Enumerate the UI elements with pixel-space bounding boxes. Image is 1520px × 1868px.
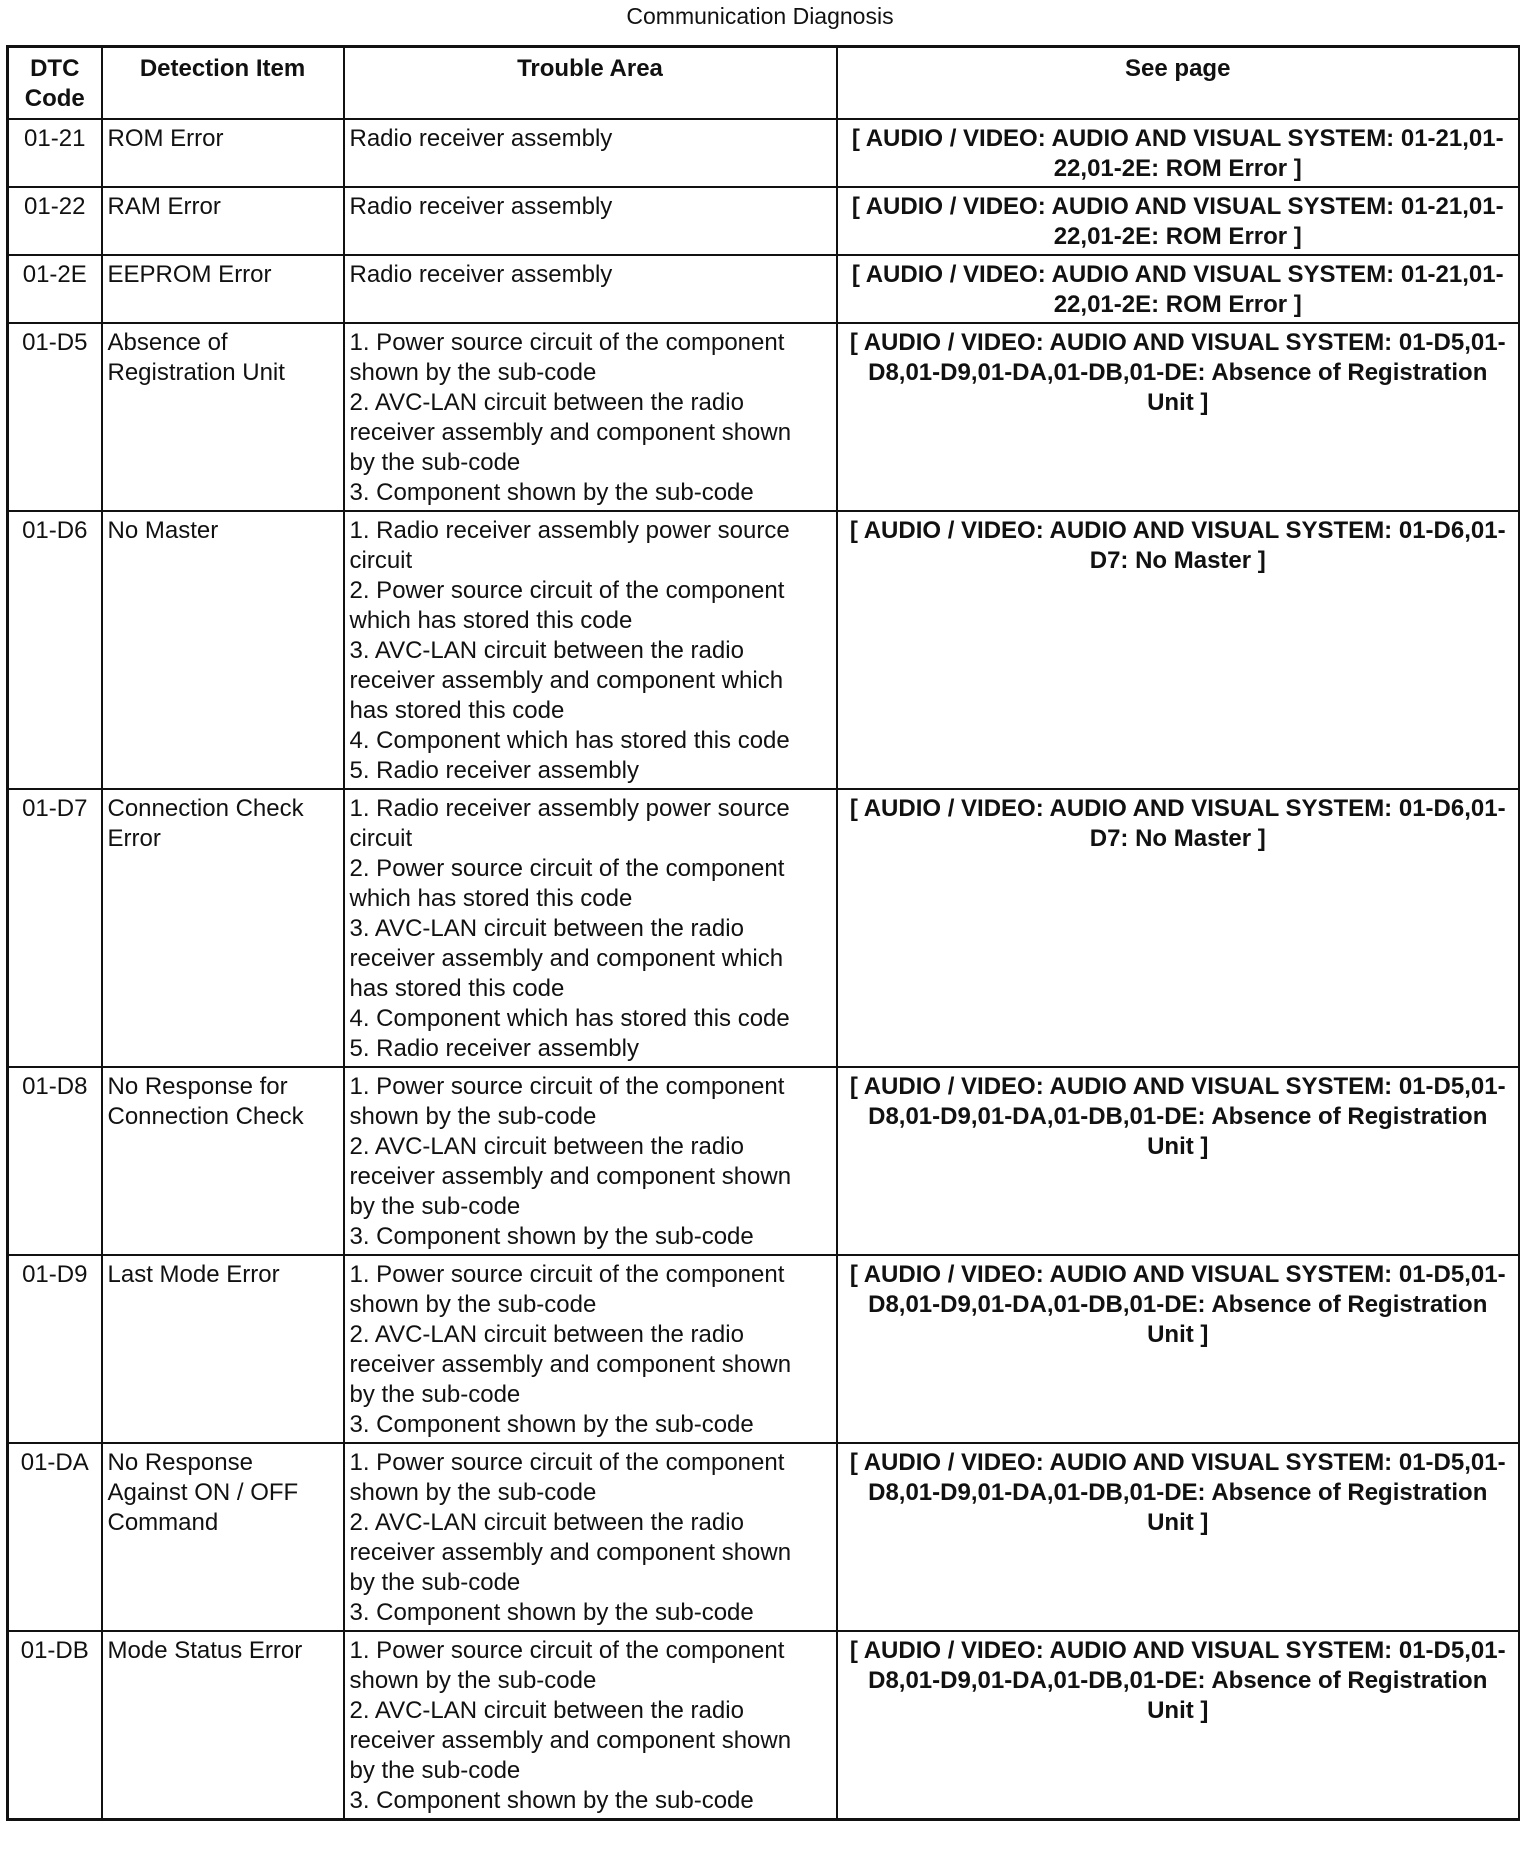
dtc-code-cell: 01-D5 xyxy=(8,323,102,511)
trouble-area-line: shown by the sub-code xyxy=(349,358,597,386)
trouble-area-line: 4. Component which has stored this code xyxy=(349,1004,790,1032)
trouble-area-line: receiver assembly and component shown xyxy=(349,1538,792,1566)
table-row xyxy=(8,511,1520,789)
page-title: Communication Diagnosis xyxy=(626,3,894,29)
trouble-area-cell xyxy=(344,1443,837,1631)
trouble-area-line: shown by the sub-code xyxy=(349,1666,597,1694)
trouble-area-line: 2. Power source circuit of the component xyxy=(349,576,785,604)
trouble-area-line: shown by the sub-code xyxy=(349,1478,597,1506)
detection-item-cell xyxy=(102,187,344,255)
trouble-area-cell xyxy=(344,1631,837,1820)
detection-item-cell xyxy=(102,511,344,789)
see-page-reference-link[interactable]: [ AUDIO / VIDEO: AUDIO AND VISUAL SYSTEM: 01-D5,01-D8,01-D9,01-DA,01-DB,01-DE: Absence of Registration Unit ] xyxy=(849,1072,1506,1160)
header-dtc-code-line1: DTC xyxy=(30,55,80,82)
detection-item-cell xyxy=(102,789,344,1067)
trouble-area-line: 2. AVC-LAN circuit between the radio xyxy=(349,1132,744,1160)
see-page-cell xyxy=(837,1443,1520,1631)
dtc-code-cell: 01-DB xyxy=(8,1631,102,1820)
header-dtc-code-line2: Code xyxy=(24,85,85,112)
see-page-reference-link[interactable]: [ AUDIO / VIDEO: AUDIO AND VISUAL SYSTEM: 01-D5,01-D8,01-D9,01-DA,01-DB,01-DE: Absence of Registration Unit ] xyxy=(849,1448,1506,1536)
see-page-reference-link[interactable]: [ AUDIO / VIDEO: AUDIO AND VISUAL SYSTEM: 01-D5,01-D8,01-D9,01-DA,01-DB,01-DE: Absence of Registration Unit ] xyxy=(849,1636,1506,1724)
see-page-cell xyxy=(837,1631,1520,1820)
detection-item-line: No Master xyxy=(107,516,219,544)
trouble-area-line: by the sub-code xyxy=(349,1380,521,1408)
trouble-area-line: 2. AVC-LAN circuit between the radio xyxy=(349,388,744,416)
table-row xyxy=(8,1443,1520,1631)
dtc-code-cell: 01-D7 xyxy=(8,789,102,1067)
trouble-area-cell xyxy=(344,511,837,789)
see-page-reference-link[interactable]: [ AUDIO / VIDEO: AUDIO AND VISUAL SYSTEM: 01-21,01-22,01-2E: ROM Error ] xyxy=(851,124,1504,182)
trouble-area-line: 3. Component shown by the sub-code xyxy=(349,1410,754,1438)
see-page-reference-link[interactable]: [ AUDIO / VIDEO: AUDIO AND VISUAL SYSTEM: 01-D5,01-D8,01-D9,01-DA,01-DB,01-DE: Absence of Registration Unit ] xyxy=(849,1260,1506,1348)
trouble-area-line: 1. Power source circuit of the component xyxy=(349,1260,785,1288)
trouble-area-cell xyxy=(344,255,837,323)
table-body xyxy=(8,119,1520,1820)
detection-item-line: EEPROM Error xyxy=(107,260,272,288)
trouble-area-line: shown by the sub-code xyxy=(349,1102,597,1130)
detection-item-cell xyxy=(102,1067,344,1255)
table-row xyxy=(8,1631,1520,1820)
trouble-area-line: 1. Radio receiver assembly power source xyxy=(349,794,790,822)
trouble-area-line: 2. AVC-LAN circuit between the radio xyxy=(349,1508,744,1536)
trouble-area-line: 4. Component which has stored this code xyxy=(349,726,790,754)
trouble-area-line: 3. AVC-LAN circuit between the radio xyxy=(349,636,744,664)
trouble-area-line: by the sub-code xyxy=(349,448,521,476)
detection-item-line: Against ON / OFF xyxy=(107,1478,299,1506)
trouble-area-line: 1. Power source circuit of the component xyxy=(349,328,785,356)
trouble-area-line: 5. Radio receiver assembly xyxy=(349,1034,639,1062)
trouble-area-line: by the sub-code xyxy=(349,1756,521,1784)
trouble-area-line: 2. Power source circuit of the component xyxy=(349,854,785,882)
trouble-area-line: 3. Component shown by the sub-code xyxy=(349,1786,754,1814)
trouble-area-line: receiver assembly and component shown xyxy=(349,1350,792,1378)
dtc-code-cell: 01-D9 xyxy=(8,1255,102,1443)
table-header-row xyxy=(8,47,1520,119)
trouble-area-cell xyxy=(344,187,837,255)
dtc-code-cell: 01-21 xyxy=(8,119,102,187)
table-row xyxy=(8,255,1520,323)
detection-item-line: Absence of xyxy=(107,328,228,356)
trouble-area-cell xyxy=(344,1255,837,1443)
table-row xyxy=(8,323,1520,511)
trouble-area-line: by the sub-code xyxy=(349,1192,521,1220)
detection-item-line: No Response xyxy=(107,1448,253,1476)
detection-item-line: Connection Check xyxy=(107,1102,304,1130)
see-page-cell xyxy=(837,1255,1520,1443)
see-page-cell xyxy=(837,511,1520,789)
see-page-cell xyxy=(837,187,1520,255)
detection-item-cell xyxy=(102,119,344,187)
table-row xyxy=(8,187,1520,255)
table-row xyxy=(8,1255,1520,1443)
trouble-area-line: 3. Component shown by the sub-code xyxy=(349,1222,754,1250)
trouble-area-cell xyxy=(344,119,837,187)
trouble-area-line: which has stored this code xyxy=(349,884,633,912)
trouble-area-line: circuit xyxy=(349,824,413,852)
trouble-area-line: receiver assembly and component shown xyxy=(349,1162,792,1190)
detection-item-line: Mode Status Error xyxy=(107,1636,303,1664)
detection-item-cell xyxy=(102,255,344,323)
trouble-area-line: 3. Component shown by the sub-code xyxy=(349,1598,754,1626)
dtc-code-cell: 01-D8 xyxy=(8,1067,102,1255)
table-row xyxy=(8,119,1520,187)
detection-item-cell xyxy=(102,1255,344,1443)
trouble-area-line: 1. Power source circuit of the component xyxy=(349,1636,785,1664)
trouble-area-line: 2. AVC-LAN circuit between the radio xyxy=(349,1696,744,1724)
table-row xyxy=(8,1067,1520,1255)
trouble-area-line: receiver assembly and component shown xyxy=(349,1726,792,1754)
detection-item-line: Last Mode Error xyxy=(107,1260,280,1288)
trouble-area-line: 1. Power source circuit of the component xyxy=(349,1448,785,1476)
header-detection-item: Detection Item xyxy=(102,47,344,119)
trouble-area-line: 3. AVC-LAN circuit between the radio xyxy=(349,914,744,942)
trouble-area-line: has stored this code xyxy=(349,974,565,1002)
see-page-reference-link[interactable]: [ AUDIO / VIDEO: AUDIO AND VISUAL SYSTEM: 01-21,01-22,01-2E: ROM Error ] xyxy=(851,260,1504,318)
see-page-cell xyxy=(837,323,1520,511)
see-page-reference-link[interactable]: [ AUDIO / VIDEO: AUDIO AND VISUAL SYSTEM: 01-21,01-22,01-2E: ROM Error ] xyxy=(851,192,1504,250)
detection-item-cell xyxy=(102,323,344,511)
detection-item-line: Error xyxy=(107,824,161,852)
dtc-code-cell: 01-D6 xyxy=(8,511,102,789)
see-page-cell xyxy=(837,789,1520,1067)
trouble-area-cell xyxy=(344,1067,837,1255)
trouble-area-line: 5. Radio receiver assembly xyxy=(349,756,639,784)
detection-item-cell xyxy=(102,1631,344,1820)
detection-item-line: Registration Unit xyxy=(107,358,285,386)
trouble-area-line: has stored this code xyxy=(349,696,565,724)
trouble-area-line: 2. AVC-LAN circuit between the radio xyxy=(349,1320,744,1348)
dtc-code-cell: 01-DA xyxy=(8,1443,102,1631)
detection-item-line: Command xyxy=(107,1508,219,1536)
trouble-area-line: Radio receiver assembly xyxy=(349,260,613,288)
header-trouble-area: Trouble Area xyxy=(344,47,837,119)
see-page-reference-link[interactable]: [ AUDIO / VIDEO: AUDIO AND VISUAL SYSTEM: 01-D5,01-D8,01-D9,01-DA,01-DB,01-DE: Absence of Registration Unit ] xyxy=(849,328,1506,416)
header-see-page: See page xyxy=(837,47,1520,119)
dtc-code-cell: 01-2E xyxy=(8,255,102,323)
header-dtc-code xyxy=(8,47,102,119)
trouble-area-line: receiver assembly and component shown xyxy=(349,418,792,446)
detection-item-line: Connection Check xyxy=(107,794,304,822)
table-row xyxy=(8,789,1520,1067)
trouble-area-line: Radio receiver assembly xyxy=(349,124,613,152)
trouble-area-line: which has stored this code xyxy=(349,606,633,634)
detection-item-cell xyxy=(102,1443,344,1631)
trouble-area-cell xyxy=(344,323,837,511)
trouble-area-cell xyxy=(344,789,837,1067)
dtc-table xyxy=(6,45,1520,1821)
trouble-area-line: Radio receiver assembly xyxy=(349,192,613,220)
see-page-cell xyxy=(837,255,1520,323)
see-page-cell xyxy=(837,119,1520,187)
see-page-reference-link[interactable]: [ AUDIO / VIDEO: AUDIO AND VISUAL SYSTEM: 01-D6,01-D7: No Master ] xyxy=(849,516,1506,574)
trouble-area-line: 1. Radio receiver assembly power source xyxy=(349,516,790,544)
detection-item-line: ROM Error xyxy=(107,124,224,152)
trouble-area-line: circuit xyxy=(349,546,413,574)
trouble-area-line: receiver assembly and component which xyxy=(349,666,784,694)
see-page-reference-link[interactable]: [ AUDIO / VIDEO: AUDIO AND VISUAL SYSTEM: 01-D6,01-D7: No Master ] xyxy=(849,794,1506,852)
trouble-area-line: 3. Component shown by the sub-code xyxy=(349,478,754,506)
detection-item-line: RAM Error xyxy=(107,192,221,220)
trouble-area-line: 1. Power source circuit of the component xyxy=(349,1072,785,1100)
trouble-area-line: receiver assembly and component which xyxy=(349,944,784,972)
trouble-area-line: by the sub-code xyxy=(349,1568,521,1596)
trouble-area-line: shown by the sub-code xyxy=(349,1290,597,1318)
see-page-cell xyxy=(837,1067,1520,1255)
detection-item-line: No Response for xyxy=(107,1072,288,1100)
dtc-code-cell: 01-22 xyxy=(8,187,102,255)
